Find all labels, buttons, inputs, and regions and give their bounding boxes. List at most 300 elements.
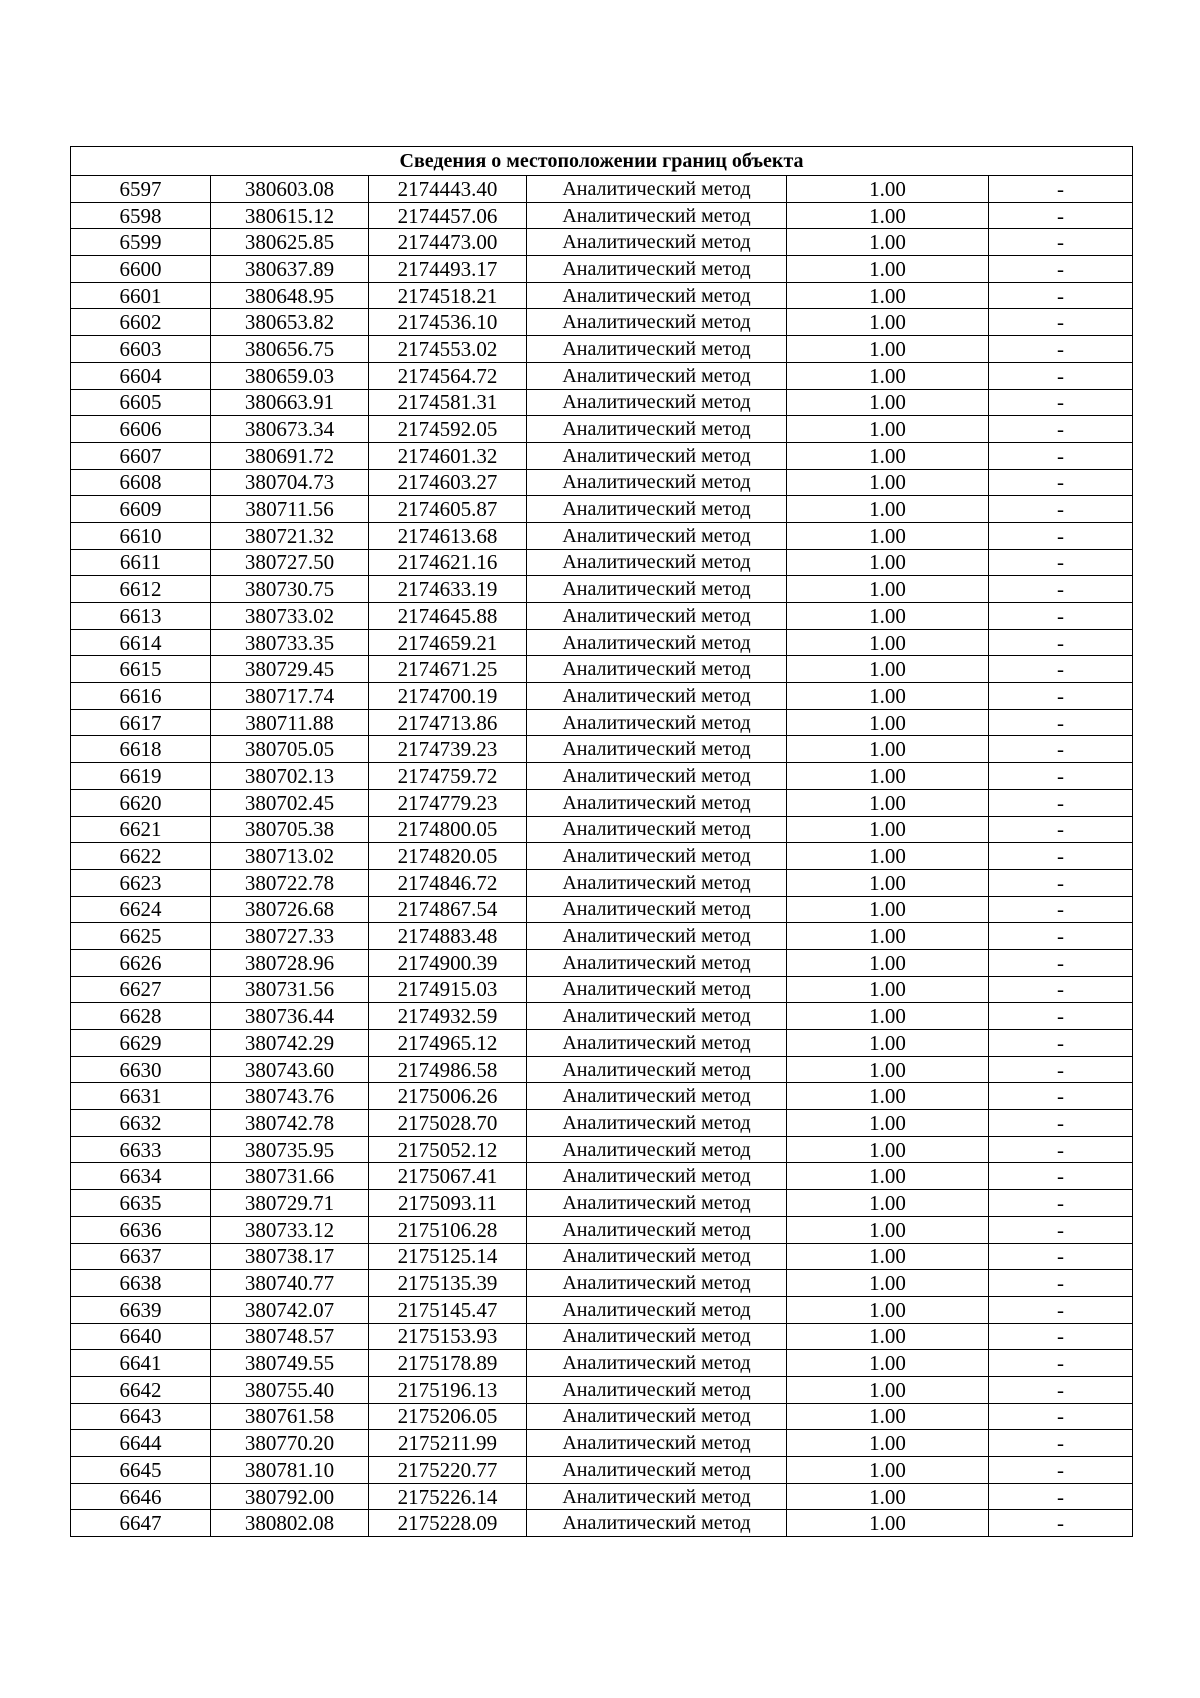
description-cell: - [989,656,1133,683]
x-coordinate-cell: 380615.12 [211,202,369,229]
table-row [71,816,1133,843]
method-cell: Аналитический метод [527,549,787,576]
accuracy-cell: 1.00 [787,763,989,790]
table-row [71,843,1133,870]
method-cell: Аналитический метод [527,683,787,710]
accuracy-cell: 1.00 [787,1030,989,1057]
accuracy-cell: 1.00 [787,976,989,1003]
point-number-cell: 6599 [71,229,211,256]
accuracy-cell: 1.00 [787,549,989,576]
accuracy-cell: 1.00 [787,683,989,710]
y-coordinate-cell: 2174633.19 [369,576,527,603]
table-row [71,442,1133,469]
table-row [71,1056,1133,1083]
point-number-cell: 6647 [71,1510,211,1537]
point-number-cell: 6623 [71,869,211,896]
point-number-cell: 6646 [71,1483,211,1510]
x-coordinate-cell: 380663.91 [211,389,369,416]
x-coordinate-cell: 380733.02 [211,603,369,630]
description-cell: - [989,736,1133,763]
x-coordinate-cell: 380702.13 [211,763,369,790]
table-row [71,789,1133,816]
y-coordinate-cell: 2174671.25 [369,656,527,683]
point-number-cell: 6600 [71,256,211,283]
point-number-cell: 6611 [71,549,211,576]
table-row [71,1083,1133,1110]
y-coordinate-cell: 2174779.23 [369,789,527,816]
table-row [71,549,1133,576]
description-cell: - [989,923,1133,950]
accuracy-cell: 1.00 [787,736,989,763]
accuracy-cell: 1.00 [787,229,989,256]
accuracy-cell: 1.00 [787,789,989,816]
x-coordinate-cell: 380736.44 [211,1003,369,1030]
method-cell: Аналитический метод [527,709,787,736]
description-cell: - [989,976,1133,1003]
accuracy-cell: 1.00 [787,309,989,336]
accuracy-cell: 1.00 [787,1323,989,1350]
method-cell: Аналитический метод [527,1457,787,1484]
accuracy-cell: 1.00 [787,1296,989,1323]
table-row [71,949,1133,976]
table-row [71,1030,1133,1057]
accuracy-cell: 1.00 [787,362,989,389]
description-cell: - [989,869,1133,896]
method-cell: Аналитический метод [527,469,787,496]
description-cell: - [989,1216,1133,1243]
x-coordinate-cell: 380731.56 [211,976,369,1003]
accuracy-cell: 1.00 [787,469,989,496]
description-cell: - [989,1296,1133,1323]
description-cell: - [989,522,1133,549]
method-cell: Аналитический метод [527,1216,787,1243]
accuracy-cell: 1.00 [787,603,989,630]
table-row [71,1136,1133,1163]
y-coordinate-cell: 2174601.32 [369,442,527,469]
point-number-cell: 6615 [71,656,211,683]
method-cell: Аналитический метод [527,1083,787,1110]
point-number-cell: 6628 [71,1003,211,1030]
description-cell: - [989,789,1133,816]
y-coordinate-cell: 2174820.05 [369,843,527,870]
y-coordinate-cell: 2174739.23 [369,736,527,763]
point-number-cell: 6609 [71,496,211,523]
y-coordinate-cell: 2174800.05 [369,816,527,843]
method-cell: Аналитический метод [527,416,787,443]
description-cell: - [989,1430,1133,1457]
x-coordinate-cell: 380713.02 [211,843,369,870]
method-cell: Аналитический метод [527,1110,787,1137]
accuracy-cell: 1.00 [787,1510,989,1537]
method-cell: Аналитический метод [527,1056,787,1083]
description-cell: - [989,282,1133,309]
x-coordinate-cell: 380749.55 [211,1350,369,1377]
description-cell: - [989,1483,1133,1510]
description-cell: - [989,1056,1133,1083]
method-cell: Аналитический метод [527,1376,787,1403]
point-number-cell: 6597 [71,176,211,203]
accuracy-cell: 1.00 [787,816,989,843]
x-coordinate-cell: 380705.05 [211,736,369,763]
y-coordinate-cell: 2175220.77 [369,1457,527,1484]
x-coordinate-cell: 380722.78 [211,869,369,896]
accuracy-cell: 1.00 [787,843,989,870]
point-number-cell: 6621 [71,816,211,843]
accuracy-cell: 1.00 [787,1110,989,1137]
table-row [71,1350,1133,1377]
table-row [71,656,1133,683]
y-coordinate-cell: 2174759.72 [369,763,527,790]
table-row [71,683,1133,710]
point-number-cell: 6598 [71,202,211,229]
method-cell: Аналитический метод [527,1296,787,1323]
description-cell: - [989,1030,1133,1057]
description-cell: - [989,1003,1133,1030]
x-coordinate-cell: 380731.66 [211,1163,369,1190]
table-row [71,1270,1133,1297]
method-cell: Аналитический метод [527,763,787,790]
point-number-cell: 6643 [71,1403,211,1430]
description-cell: - [989,229,1133,256]
x-coordinate-cell: 380702.45 [211,789,369,816]
x-coordinate-cell: 380673.34 [211,416,369,443]
method-cell: Аналитический метод [527,1243,787,1270]
table-row [71,1430,1133,1457]
accuracy-cell: 1.00 [787,896,989,923]
point-number-cell: 6639 [71,1296,211,1323]
y-coordinate-cell: 2175196.13 [369,1376,527,1403]
table-row [71,923,1133,950]
method-cell: Аналитический метод [527,1483,787,1510]
accuracy-cell: 1.00 [787,949,989,976]
point-number-cell: 6640 [71,1323,211,1350]
table-row [71,763,1133,790]
accuracy-cell: 1.00 [787,1403,989,1430]
table-row [71,416,1133,443]
table-row [71,1163,1133,1190]
y-coordinate-cell: 2174932.59 [369,1003,527,1030]
point-number-cell: 6637 [71,1243,211,1270]
description-cell: - [989,469,1133,496]
table-row [71,282,1133,309]
y-coordinate-cell: 2175006.26 [369,1083,527,1110]
point-number-cell: 6627 [71,976,211,1003]
x-coordinate-cell: 380691.72 [211,442,369,469]
description-cell: - [989,176,1133,203]
x-coordinate-cell: 380740.77 [211,1270,369,1297]
table-row [71,1296,1133,1323]
y-coordinate-cell: 2174536.10 [369,309,527,336]
accuracy-cell: 1.00 [787,1136,989,1163]
point-number-cell: 6606 [71,416,211,443]
method-cell: Аналитический метод [527,389,787,416]
method-cell: Аналитический метод [527,1190,787,1217]
y-coordinate-cell: 2175145.47 [369,1296,527,1323]
table-row [71,1243,1133,1270]
accuracy-cell: 1.00 [787,202,989,229]
x-coordinate-cell: 380653.82 [211,309,369,336]
y-coordinate-cell: 2174613.68 [369,522,527,549]
point-number-cell: 6620 [71,789,211,816]
method-cell: Аналитический метод [527,603,787,630]
table-row [71,1190,1133,1217]
table-row [71,576,1133,603]
y-coordinate-cell: 2175135.39 [369,1270,527,1297]
x-coordinate-cell: 380729.71 [211,1190,369,1217]
description-cell: - [989,629,1133,656]
x-coordinate-cell: 380742.07 [211,1296,369,1323]
x-coordinate-cell: 380711.56 [211,496,369,523]
point-number-cell: 6630 [71,1056,211,1083]
method-cell: Аналитический метод [527,949,787,976]
accuracy-cell: 1.00 [787,256,989,283]
description-cell: - [989,1110,1133,1137]
y-coordinate-cell: 2174659.21 [369,629,527,656]
point-number-cell: 6617 [71,709,211,736]
x-coordinate-cell: 380659.03 [211,362,369,389]
accuracy-cell: 1.00 [787,1376,989,1403]
description-cell: - [989,256,1133,283]
method-cell: Аналитический метод [527,896,787,923]
y-coordinate-cell: 2174700.19 [369,683,527,710]
accuracy-cell: 1.00 [787,336,989,363]
description-cell: - [989,1376,1133,1403]
description-cell: - [989,1350,1133,1377]
table-row [71,176,1133,203]
y-coordinate-cell: 2174883.48 [369,923,527,950]
point-number-cell: 6610 [71,522,211,549]
table-body [71,147,1133,1537]
x-coordinate-cell: 380792.00 [211,1483,369,1510]
accuracy-cell: 1.00 [787,629,989,656]
table-row [71,362,1133,389]
table-row [71,1110,1133,1137]
point-number-cell: 6605 [71,389,211,416]
x-coordinate-cell: 380625.85 [211,229,369,256]
y-coordinate-cell: 2175153.93 [369,1323,527,1350]
point-number-cell: 6644 [71,1430,211,1457]
accuracy-cell: 1.00 [787,923,989,950]
table-title: Сведения о местоположении границ объекта [71,147,1133,176]
y-coordinate-cell: 2174553.02 [369,336,527,363]
method-cell: Аналитический метод [527,923,787,950]
point-number-cell: 6604 [71,362,211,389]
description-cell: - [989,683,1133,710]
method-cell: Аналитический метод [527,336,787,363]
point-number-cell: 6612 [71,576,211,603]
description-cell: - [989,362,1133,389]
x-coordinate-cell: 380735.95 [211,1136,369,1163]
table-row [71,709,1133,736]
table-row [71,309,1133,336]
description-cell: - [989,442,1133,469]
y-coordinate-cell: 2174473.00 [369,229,527,256]
table-title-row [71,147,1133,176]
y-coordinate-cell: 2174592.05 [369,416,527,443]
x-coordinate-cell: 380755.40 [211,1376,369,1403]
point-number-cell: 6614 [71,629,211,656]
y-coordinate-cell: 2174603.27 [369,469,527,496]
accuracy-cell: 1.00 [787,282,989,309]
description-cell: - [989,1083,1133,1110]
method-cell: Аналитический метод [527,816,787,843]
y-coordinate-cell: 2175106.28 [369,1216,527,1243]
x-coordinate-cell: 380748.57 [211,1323,369,1350]
accuracy-cell: 1.00 [787,1003,989,1030]
table-row [71,522,1133,549]
method-cell: Аналитический метод [527,229,787,256]
x-coordinate-cell: 380603.08 [211,176,369,203]
y-coordinate-cell: 2175206.05 [369,1403,527,1430]
point-number-cell: 6638 [71,1270,211,1297]
description-cell: - [989,1457,1133,1484]
point-number-cell: 6636 [71,1216,211,1243]
description-cell: - [989,949,1133,976]
table-row [71,1003,1133,1030]
description-cell: - [989,1163,1133,1190]
accuracy-cell: 1.00 [787,442,989,469]
description-cell: - [989,763,1133,790]
description-cell: - [989,1270,1133,1297]
x-coordinate-cell: 380721.32 [211,522,369,549]
method-cell: Аналитический метод [527,1003,787,1030]
x-coordinate-cell: 380637.89 [211,256,369,283]
x-coordinate-cell: 380738.17 [211,1243,369,1270]
table-row [71,229,1133,256]
accuracy-cell: 1.00 [787,1270,989,1297]
accuracy-cell: 1.00 [787,176,989,203]
point-number-cell: 6625 [71,923,211,950]
method-cell: Аналитический метод [527,256,787,283]
method-cell: Аналитический метод [527,843,787,870]
point-number-cell: 6624 [71,896,211,923]
point-number-cell: 6642 [71,1376,211,1403]
accuracy-cell: 1.00 [787,1483,989,1510]
y-coordinate-cell: 2175228.09 [369,1510,527,1537]
y-coordinate-cell: 2174564.72 [369,362,527,389]
description-cell: - [989,816,1133,843]
y-coordinate-cell: 2175226.14 [369,1483,527,1510]
description-cell: - [989,896,1133,923]
method-cell: Аналитический метод [527,1323,787,1350]
x-coordinate-cell: 380742.78 [211,1110,369,1137]
table-row [71,389,1133,416]
accuracy-cell: 1.00 [787,416,989,443]
accuracy-cell: 1.00 [787,656,989,683]
description-cell: - [989,1190,1133,1217]
x-coordinate-cell: 380743.60 [211,1056,369,1083]
x-coordinate-cell: 380802.08 [211,1510,369,1537]
table-row [71,1216,1133,1243]
description-cell: - [989,576,1133,603]
x-coordinate-cell: 380648.95 [211,282,369,309]
method-cell: Аналитический метод [527,1163,787,1190]
y-coordinate-cell: 2175028.70 [369,1110,527,1137]
method-cell: Аналитический метод [527,1350,787,1377]
description-cell: - [989,496,1133,523]
point-number-cell: 6608 [71,469,211,496]
method-cell: Аналитический метод [527,629,787,656]
method-cell: Аналитический метод [527,736,787,763]
method-cell: Аналитический метод [527,282,787,309]
point-number-cell: 6622 [71,843,211,870]
accuracy-cell: 1.00 [787,1163,989,1190]
description-cell: - [989,1403,1133,1430]
table-row [71,976,1133,1003]
method-cell: Аналитический метод [527,789,787,816]
x-coordinate-cell: 380743.76 [211,1083,369,1110]
x-coordinate-cell: 380733.35 [211,629,369,656]
point-number-cell: 6631 [71,1083,211,1110]
table-row [71,1483,1133,1510]
description-cell: - [989,416,1133,443]
x-coordinate-cell: 380733.12 [211,1216,369,1243]
description-cell: - [989,336,1133,363]
table-row [71,736,1133,763]
accuracy-cell: 1.00 [787,1083,989,1110]
accuracy-cell: 1.00 [787,1430,989,1457]
table-row [71,336,1133,363]
description-cell: - [989,1510,1133,1537]
point-number-cell: 6607 [71,442,211,469]
accuracy-cell: 1.00 [787,1350,989,1377]
y-coordinate-cell: 2174846.72 [369,869,527,896]
y-coordinate-cell: 2174713.86 [369,709,527,736]
description-cell: - [989,1136,1133,1163]
table-row [71,1323,1133,1350]
y-coordinate-cell: 2174443.40 [369,176,527,203]
table-row [71,896,1133,923]
point-number-cell: 6626 [71,949,211,976]
y-coordinate-cell: 2174493.17 [369,256,527,283]
point-number-cell: 6641 [71,1350,211,1377]
description-cell: - [989,603,1133,630]
table-row [71,1510,1133,1537]
boundary-coordinates-table [70,146,1133,1537]
description-cell: - [989,202,1133,229]
table-row [71,629,1133,656]
y-coordinate-cell: 2174645.88 [369,603,527,630]
table-row [71,1403,1133,1430]
x-coordinate-cell: 380781.10 [211,1457,369,1484]
accuracy-cell: 1.00 [787,1243,989,1270]
method-cell: Аналитический метод [527,496,787,523]
table-row [71,496,1133,523]
accuracy-cell: 1.00 [787,1216,989,1243]
point-number-cell: 6618 [71,736,211,763]
point-number-cell: 6629 [71,1030,211,1057]
y-coordinate-cell: 2174900.39 [369,949,527,976]
description-cell: - [989,389,1133,416]
y-coordinate-cell: 2174915.03 [369,976,527,1003]
x-coordinate-cell: 380727.50 [211,549,369,576]
accuracy-cell: 1.00 [787,709,989,736]
method-cell: Аналитический метод [527,1030,787,1057]
method-cell: Аналитический метод [527,656,787,683]
point-number-cell: 6619 [71,763,211,790]
method-cell: Аналитический метод [527,1136,787,1163]
point-number-cell: 6635 [71,1190,211,1217]
x-coordinate-cell: 380742.29 [211,1030,369,1057]
point-number-cell: 6632 [71,1110,211,1137]
y-coordinate-cell: 2174518.21 [369,282,527,309]
y-coordinate-cell: 2175067.41 [369,1163,527,1190]
x-coordinate-cell: 380770.20 [211,1430,369,1457]
point-number-cell: 6602 [71,309,211,336]
method-cell: Аналитический метод [527,362,787,389]
x-coordinate-cell: 380704.73 [211,469,369,496]
method-cell: Аналитический метод [527,1270,787,1297]
